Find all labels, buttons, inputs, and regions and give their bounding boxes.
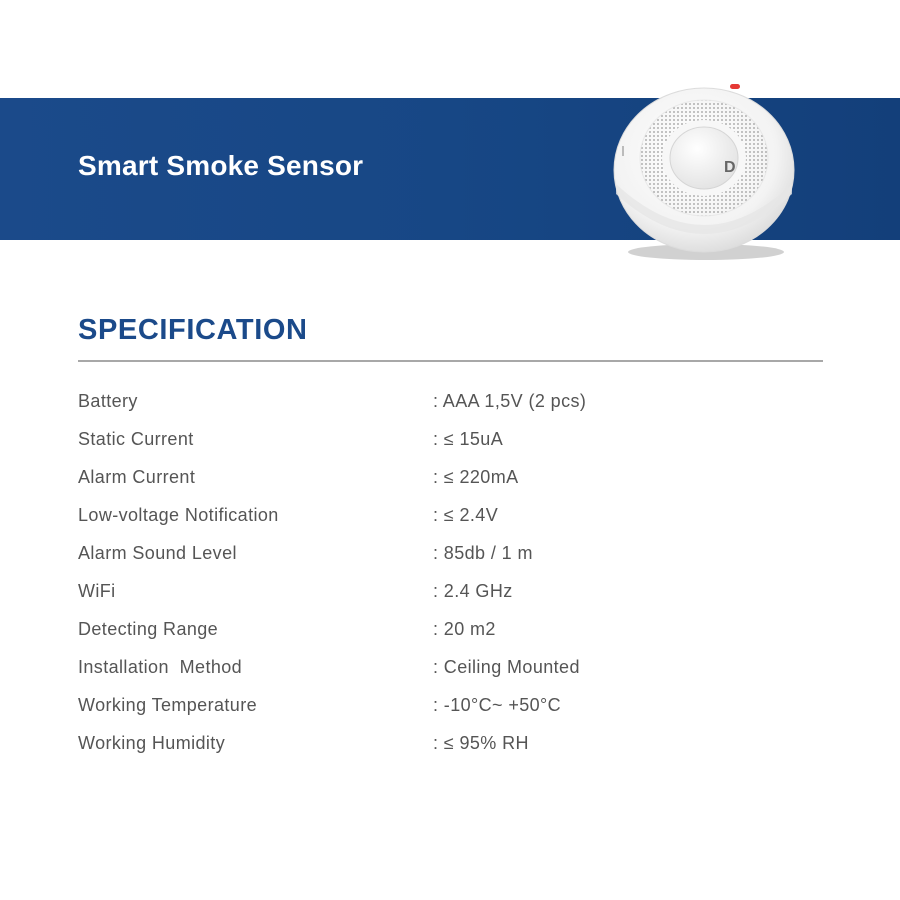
spec-label: Battery xyxy=(78,391,138,411)
spec-value: : ≤ 15uA xyxy=(433,429,504,449)
specification-heading: SPECIFICATION xyxy=(78,314,308,346)
spec-label: Alarm Sound Level xyxy=(78,543,237,563)
spec-value: : Ceiling Mounted xyxy=(433,657,580,677)
device-logo-text: D xyxy=(724,159,736,176)
spec-label: WiFi xyxy=(78,581,116,601)
heading-divider xyxy=(78,360,823,362)
status-led-icon xyxy=(730,84,740,89)
spec-row-static-current xyxy=(78,420,823,458)
spec-row-humidity xyxy=(78,724,823,762)
spec-label: Working Humidity xyxy=(78,733,226,753)
spec-value: : 85db / 1 m xyxy=(433,543,533,563)
spec-row-battery xyxy=(78,382,823,420)
spec-label: Alarm Current xyxy=(78,467,196,487)
specification-table xyxy=(78,382,823,762)
spec-row-low-voltage xyxy=(78,496,823,534)
spec-row-alarm-sound xyxy=(78,534,823,572)
spec-label: Working Temperature xyxy=(78,695,258,715)
spec-label: Low-voltage Notification xyxy=(78,505,279,525)
spec-value: : ≤ 95% RH xyxy=(433,733,529,753)
spec-value: : 2.4 GHz xyxy=(433,581,513,601)
spec-value: : ≤ 220mA xyxy=(433,467,519,487)
spec-label: Static Current xyxy=(78,429,194,449)
spec-row-temperature xyxy=(78,686,823,724)
smoke-sensor-image xyxy=(604,74,804,264)
spec-label: Installation Method xyxy=(78,657,243,677)
spec-row-wifi xyxy=(78,572,823,610)
spec-row-alarm-current xyxy=(78,458,823,496)
spec-value: : 20 m2 xyxy=(433,619,496,639)
spec-row-installation xyxy=(78,648,823,686)
spec-value: : -10°C~ +50°C xyxy=(433,695,562,715)
spec-row-detecting-range xyxy=(78,610,823,648)
spec-label: Detecting Range xyxy=(78,619,219,639)
spec-value: : AAA 1,5V (2 pcs) xyxy=(433,391,587,411)
product-title: Smart Smoke Sensor xyxy=(78,150,364,181)
spec-value: : ≤ 2.4V xyxy=(433,505,499,525)
